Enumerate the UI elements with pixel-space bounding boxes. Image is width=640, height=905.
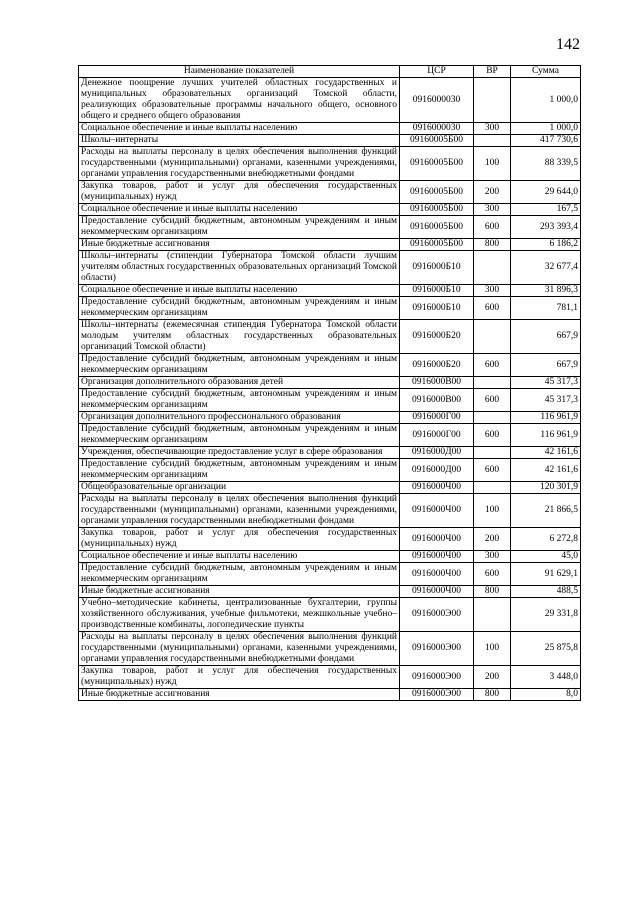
cell-name: Школы–интернаты [79, 135, 400, 147]
cell-vr [474, 78, 511, 123]
cell-vr: 600 [474, 424, 511, 447]
budget-table [78, 65, 581, 701]
cell-name: Социальное обеспечение и иные выплаты населению [79, 123, 400, 135]
table-row [79, 586, 581, 598]
table-row [79, 78, 581, 123]
cell-vr: 800 [474, 586, 511, 598]
cell-name: Организация дополнительного образования детей [79, 377, 400, 389]
table-row [79, 216, 581, 239]
cell-sum: 29 644,0 [511, 181, 581, 204]
cell-sum: 29 331,8 [511, 598, 581, 632]
cell-csr: 09160005Б00 [400, 181, 474, 204]
cell-name: Социальное обеспечение и иные выплаты населению [79, 285, 400, 297]
table-row [79, 377, 581, 389]
cell-name: Предоставление субсидий бюджетным, автономным учреждениям и иным некоммерческим организациям [79, 297, 400, 320]
cell-csr: 0916000030 [400, 78, 474, 123]
column-header-vr: ВР [474, 66, 511, 78]
cell-csr: 0916000Г00 [400, 412, 474, 424]
cell-vr: 800 [474, 239, 511, 251]
cell-csr: 0916000Д00 [400, 447, 474, 459]
cell-sum: 1 000,0 [511, 123, 581, 135]
cell-vr: 200 [474, 528, 511, 551]
cell-vr [474, 251, 511, 285]
cell-csr: 0916000Б20 [400, 354, 474, 377]
cell-csr: 0916000Э00 [400, 689, 474, 701]
table-row [79, 297, 581, 320]
table-row [79, 598, 581, 632]
cell-sum: 667,9 [511, 320, 581, 354]
cell-sum: 116 961,9 [511, 412, 581, 424]
cell-name: Учебно–методические кабинеты, централизованные бухгалтерии, группы хозяйственного обслуживания, учебные фильмотеки, межшкольные учебно–производственные комбинаты, логопедические пункты [79, 598, 400, 632]
cell-csr: 0916000Д00 [400, 459, 474, 482]
cell-name: Предоставление субсидий бюджетным, автономным учреждениям и иным некоммерческим организациям [79, 389, 400, 412]
cell-vr [474, 412, 511, 424]
cell-vr: 600 [474, 459, 511, 482]
cell-name: Иные бюджетные ассигнования [79, 239, 400, 251]
cell-vr: 600 [474, 563, 511, 586]
cell-sum: 6 272,8 [511, 528, 581, 551]
cell-sum: 91 629,1 [511, 563, 581, 586]
table-row [79, 204, 581, 216]
cell-csr: 09160005Б00 [400, 239, 474, 251]
cell-sum: 116 961,9 [511, 424, 581, 447]
cell-vr [474, 377, 511, 389]
cell-sum: 45,0 [511, 551, 581, 563]
cell-name: Организация дополнительного профессионального образования [79, 412, 400, 424]
table-row [79, 689, 581, 701]
table-row [79, 147, 581, 181]
cell-name: Расходы на выплаты персоналу в целях обеспечения выполнения функций государственными (муниципальными) органами, казенными учреждениями, органами управления государственными внебюджетными фондами [79, 494, 400, 528]
cell-sum: 781,1 [511, 297, 581, 320]
cell-name: Денежное поощрение лучших учителей областных государственных и муниципальных образовательных организаций Томской области, реализующих образовательные программы начального общего, основного общего и среднего общего образования [79, 78, 400, 123]
page-number: 142 [556, 36, 580, 53]
table-row [79, 528, 581, 551]
cell-csr: 0916000Ч00 [400, 551, 474, 563]
cell-vr: 100 [474, 632, 511, 666]
table-row [79, 563, 581, 586]
cell-vr [474, 598, 511, 632]
cell-csr: 0916000Э00 [400, 632, 474, 666]
cell-sum: 488,5 [511, 586, 581, 598]
cell-sum: 1 000,0 [511, 78, 581, 123]
cell-name: Социальное обеспечение и иные выплаты населению [79, 204, 400, 216]
table-row [79, 412, 581, 424]
cell-sum: 167,5 [511, 204, 581, 216]
cell-sum: 42 161,6 [511, 459, 581, 482]
cell-sum: 8,0 [511, 689, 581, 701]
table-row [79, 123, 581, 135]
cell-name: Предоставление субсидий бюджетным, автономным учреждениям и иным некоммерческим организациям [79, 216, 400, 239]
table-row [79, 482, 581, 494]
cell-sum: 45 317,3 [511, 377, 581, 389]
cell-name: Иные бюджетные ассигнования [79, 689, 400, 701]
table-row [79, 551, 581, 563]
cell-csr: 0916000Ч00 [400, 528, 474, 551]
column-header-csr: ЦСР [400, 66, 474, 78]
cell-name: Общеобразовательные организации [79, 482, 400, 494]
table-row [79, 135, 581, 147]
cell-sum: 6 186,2 [511, 239, 581, 251]
cell-name: Предоставление субсидий бюджетным, автономным учреждениям и иным некоммерческим организациям [79, 424, 400, 447]
cell-name: Закупка товаров, работ и услуг для обеспечения государственных (муниципальных) нужд [79, 181, 400, 204]
cell-sum: 3 448,0 [511, 666, 581, 689]
cell-vr: 300 [474, 204, 511, 216]
cell-vr: 300 [474, 123, 511, 135]
cell-csr: 0916000Ч00 [400, 586, 474, 598]
cell-name: Закупка товаров, работ и услуг для обеспечения государственных (муниципальных) нужд [79, 528, 400, 551]
column-header-sum: Сумма [511, 66, 581, 78]
cell-vr [474, 135, 511, 147]
cell-name: Закупка товаров, работ и услуг для обеспечения государственных (муниципальных) нужд [79, 666, 400, 689]
cell-name: Школы–интернаты (стипендии Губернатора Томской области лучшим учителям областных государственных образовательных организаций Томской области) [79, 251, 400, 285]
table-row [79, 494, 581, 528]
cell-sum: 120 301,9 [511, 482, 581, 494]
table-row [79, 285, 581, 297]
cell-csr: 0916000В00 [400, 389, 474, 412]
header-row [79, 66, 581, 78]
cell-vr: 200 [474, 666, 511, 689]
cell-name: Предоставление субсидий бюджетным, автономным учреждениям и иным некоммерческим организациям [79, 354, 400, 377]
cell-sum: 32 677,4 [511, 251, 581, 285]
table-row [79, 320, 581, 354]
cell-csr: 0916000Б10 [400, 297, 474, 320]
table-row [79, 239, 581, 251]
cell-vr: 800 [474, 689, 511, 701]
cell-sum: 25 875,8 [511, 632, 581, 666]
table-row [79, 447, 581, 459]
cell-vr [474, 320, 511, 354]
cell-csr: 0916000Ч00 [400, 494, 474, 528]
cell-name: Предоставление субсидий бюджетным, автономным учреждениям и иным некоммерческим организациям [79, 459, 400, 482]
table-header [79, 66, 581, 78]
cell-csr: 0916000В00 [400, 377, 474, 389]
table-row [79, 251, 581, 285]
table-row [79, 632, 581, 666]
cell-sum: 21 866,5 [511, 494, 581, 528]
cell-csr: 0916000Ч00 [400, 482, 474, 494]
cell-vr: 300 [474, 285, 511, 297]
cell-name: Школы–интернаты (ежемесячная стипендия Губернатора Томской области молодым учителям областных государственных образовательных организаций Томской области) [79, 320, 400, 354]
cell-vr: 200 [474, 181, 511, 204]
cell-name: Расходы на выплаты персоналу в целях обеспечения выполнения функций государственными (муниципальными) органами, казенными учреждениями, органами управления государственными внебюджетными фондами [79, 147, 400, 181]
table-row [79, 181, 581, 204]
cell-vr: 300 [474, 551, 511, 563]
cell-vr [474, 447, 511, 459]
cell-csr: 0916000030 [400, 123, 474, 135]
cell-vr [474, 482, 511, 494]
cell-sum: 88 339,5 [511, 147, 581, 181]
cell-vr: 600 [474, 389, 511, 412]
cell-csr: 09160005Б00 [400, 147, 474, 181]
cell-name: Социальное обеспечение и иные выплаты населению [79, 551, 400, 563]
table-row [79, 666, 581, 689]
cell-csr: 0916000Ч00 [400, 563, 474, 586]
cell-sum: 667,9 [511, 354, 581, 377]
cell-csr: 09160005Б00 [400, 216, 474, 239]
cell-vr: 600 [474, 216, 511, 239]
cell-name: Предоставление субсидий бюджетным, автономным учреждениям и иным некоммерческим организациям [79, 563, 400, 586]
cell-sum: 42 161,6 [511, 447, 581, 459]
table-row [79, 459, 581, 482]
cell-name: Учреждения, обеспечивающие предоставление услуг в сфере образования [79, 447, 400, 459]
cell-name: Иные бюджетные ассигнования [79, 586, 400, 598]
cell-csr: 09160005Б00 [400, 135, 474, 147]
cell-sum: 417 730,6 [511, 135, 581, 147]
cell-csr: 0916000Б20 [400, 320, 474, 354]
cell-csr: 0916000Г00 [400, 424, 474, 447]
cell-csr: 0916000Э00 [400, 666, 474, 689]
cell-csr: 0916000Б10 [400, 251, 474, 285]
cell-csr: 09160005Б00 [400, 204, 474, 216]
cell-csr: 0916000Б10 [400, 285, 474, 297]
cell-vr: 100 [474, 494, 511, 528]
cell-csr: 0916000Э00 [400, 598, 474, 632]
cell-vr: 600 [474, 297, 511, 320]
table-row [79, 424, 581, 447]
cell-name: Расходы на выплаты персоналу в целях обеспечения выполнения функций государственными (муниципальными) органами, казенными учреждениями, органами управления государственными внебюджетными фондами [79, 632, 400, 666]
table-row [79, 354, 581, 377]
table-body [79, 78, 581, 701]
cell-vr: 100 [474, 147, 511, 181]
cell-vr: 600 [474, 354, 511, 377]
cell-sum: 293 393,4 [511, 216, 581, 239]
cell-sum: 31 896,3 [511, 285, 581, 297]
cell-sum: 45 317,3 [511, 389, 581, 412]
column-header-name: Наименование показателей [79, 66, 400, 78]
table-row [79, 389, 581, 412]
